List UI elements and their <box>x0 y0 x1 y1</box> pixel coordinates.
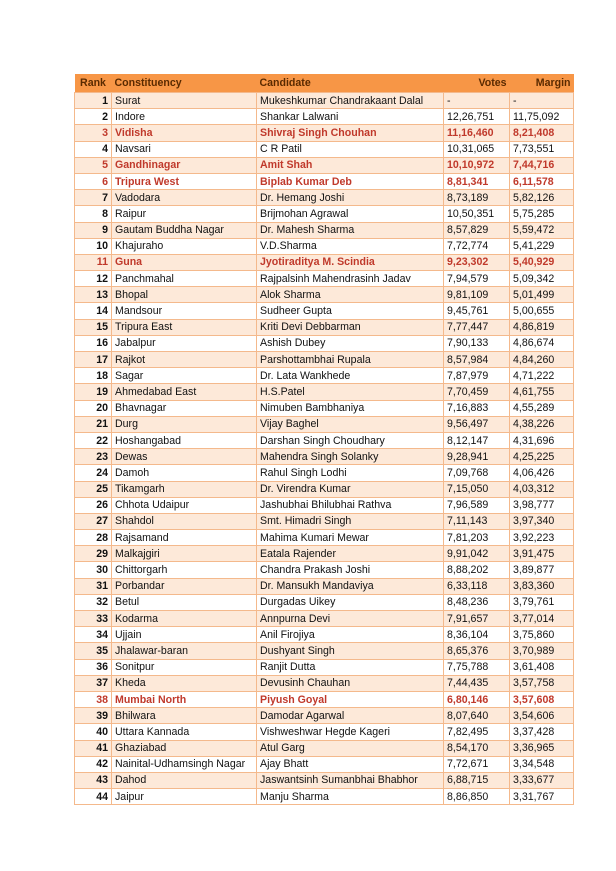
rank-cell: 19 <box>75 384 112 400</box>
margin-cell: 3,92,223 <box>510 530 574 546</box>
candidate-cell: Amit Shah <box>257 157 444 173</box>
constituency-cell: Chittorgarh <box>112 562 257 578</box>
table-row <box>75 789 574 805</box>
margin-cell: 3,98,777 <box>510 497 574 513</box>
margin-cell: 3,36,965 <box>510 740 574 756</box>
votes-cell: 10,31,065 <box>444 141 510 157</box>
constituency-cell: Jhalawar-baran <box>112 643 257 659</box>
table-row <box>75 578 574 594</box>
votes-cell: 8,36,104 <box>444 627 510 643</box>
table-header <box>75 74 574 93</box>
votes-cell: 8,57,829 <box>444 222 510 238</box>
rank-cell: 20 <box>75 400 112 416</box>
candidate-cell: Vijay Baghel <box>257 416 444 432</box>
margin-cell: 4,84,260 <box>510 352 574 368</box>
constituency-cell: Chhota Udaipur <box>112 497 257 513</box>
table-row <box>75 190 574 206</box>
candidate-cell: Parshottambhai Rupala <box>257 352 444 368</box>
header-margin: Margin <box>510 74 574 93</box>
constituency-cell: Vidisha <box>112 125 257 141</box>
constituency-cell: Gandhinagar <box>112 157 257 173</box>
rank-cell: 6 <box>75 173 112 189</box>
table-row <box>75 222 574 238</box>
header-rank: Rank <box>75 74 112 93</box>
margin-cell: 3,34,548 <box>510 756 574 772</box>
votes-cell: 7,96,589 <box>444 497 510 513</box>
votes-cell: 9,45,761 <box>444 303 510 319</box>
candidate-cell: Durgadas Uikey <box>257 594 444 610</box>
rank-cell: 27 <box>75 513 112 529</box>
constituency-cell: Sonitpur <box>112 659 257 675</box>
rank-cell: 37 <box>75 675 112 691</box>
constituency-cell: Mumbai North <box>112 691 257 707</box>
candidate-cell: Manju Sharma <box>257 789 444 805</box>
header-row <box>75 74 574 93</box>
rank-cell: 17 <box>75 352 112 368</box>
votes-cell: 8,48,236 <box>444 594 510 610</box>
constituency-cell: Kheda <box>112 675 257 691</box>
table-row <box>75 724 574 740</box>
table-row <box>75 287 574 303</box>
table-row <box>75 756 574 772</box>
votes-cell: 7,15,050 <box>444 481 510 497</box>
rank-cell: 42 <box>75 756 112 772</box>
constituency-cell: Rajkot <box>112 352 257 368</box>
constituency-cell: Hoshangabad <box>112 432 257 448</box>
margin-cell: 5,75,285 <box>510 206 574 222</box>
votes-cell: 7,91,657 <box>444 611 510 627</box>
votes-cell: 8,81,341 <box>444 173 510 189</box>
rank-cell: 10 <box>75 238 112 254</box>
votes-cell: 10,10,972 <box>444 157 510 173</box>
votes-cell: 7,75,788 <box>444 659 510 675</box>
constituency-cell: Damoh <box>112 465 257 481</box>
margin-cell: 3,91,475 <box>510 546 574 562</box>
votes-cell: 8,57,984 <box>444 352 510 368</box>
constituency-cell: Nainital-Udhamsingh Nagar <box>112 756 257 772</box>
constituency-cell: Panchmahal <box>112 271 257 287</box>
rank-cell: 12 <box>75 271 112 287</box>
table-row <box>75 238 574 254</box>
table-row <box>75 643 574 659</box>
rank-cell: 33 <box>75 611 112 627</box>
candidate-cell: Dr. Lata Wankhede <box>257 368 444 384</box>
table-row <box>75 708 574 724</box>
rank-cell: 24 <box>75 465 112 481</box>
margin-cell: 8,21,408 <box>510 125 574 141</box>
candidate-cell: Jashubhai Bhilubhai Rathva <box>257 497 444 513</box>
votes-cell: 10,50,351 <box>444 206 510 222</box>
constituency-cell: Tripura West <box>112 173 257 189</box>
margin-cell: - <box>510 93 574 109</box>
votes-cell: 7,44,435 <box>444 675 510 691</box>
votes-cell: 7,09,768 <box>444 465 510 481</box>
candidate-cell: H.S.Patel <box>257 384 444 400</box>
table-row <box>75 303 574 319</box>
margin-cell: 4,71,222 <box>510 368 574 384</box>
rank-cell: 34 <box>75 627 112 643</box>
votes-cell: 7,82,495 <box>444 724 510 740</box>
constituency-cell: Ghaziabad <box>112 740 257 756</box>
table-row <box>75 659 574 675</box>
rank-cell: 38 <box>75 691 112 707</box>
table-row <box>75 465 574 481</box>
candidate-cell: Mahendra Singh Solanky <box>257 449 444 465</box>
margin-cell: 5,59,472 <box>510 222 574 238</box>
constituency-cell: Jabalpur <box>112 335 257 351</box>
table-row <box>75 173 574 189</box>
constituency-cell: Dahod <box>112 772 257 788</box>
candidate-cell: Rajpalsinh Mahendrasinh Jadav <box>257 271 444 287</box>
rank-cell: 8 <box>75 206 112 222</box>
constituency-cell: Jaipur <box>112 789 257 805</box>
table-row <box>75 400 574 416</box>
table-row <box>75 513 574 529</box>
rank-cell: 9 <box>75 222 112 238</box>
constituency-cell: Khajuraho <box>112 238 257 254</box>
rank-cell: 25 <box>75 481 112 497</box>
votes-cell: 8,88,202 <box>444 562 510 578</box>
rank-cell: 26 <box>75 497 112 513</box>
margin-cell: 4,55,289 <box>510 400 574 416</box>
rank-cell: 14 <box>75 303 112 319</box>
table-row <box>75 562 574 578</box>
margin-cell: 3,77,014 <box>510 611 574 627</box>
table-row <box>75 740 574 756</box>
rank-cell: 18 <box>75 368 112 384</box>
votes-cell: 7,77,447 <box>444 319 510 335</box>
rank-cell: 31 <box>75 578 112 594</box>
candidate-cell: Kriti Devi Debbarman <box>257 319 444 335</box>
votes-cell: 6,33,118 <box>444 578 510 594</box>
rank-cell: 4 <box>75 141 112 157</box>
candidate-cell: Rahul Singh Lodhi <box>257 465 444 481</box>
votes-cell: 9,91,042 <box>444 546 510 562</box>
table-row <box>75 206 574 222</box>
table-row <box>75 319 574 335</box>
margin-cell: 4,86,819 <box>510 319 574 335</box>
votes-cell: 8,54,170 <box>444 740 510 756</box>
candidate-cell: C R Patil <box>257 141 444 157</box>
candidate-cell: Jyotiraditya M. Scindia <box>257 254 444 270</box>
candidate-cell: Eatala Rajender <box>257 546 444 562</box>
votes-cell: - <box>444 93 510 109</box>
table-row <box>75 125 574 141</box>
margin-cell: 3,37,428 <box>510 724 574 740</box>
margin-cell: 3,61,408 <box>510 659 574 675</box>
rank-cell: 30 <box>75 562 112 578</box>
constituency-cell: Uttara Kannada <box>112 724 257 740</box>
table-row <box>75 449 574 465</box>
margin-cell: 5,00,655 <box>510 303 574 319</box>
table-row <box>75 109 574 125</box>
table-row <box>75 675 574 691</box>
constituency-cell: Gautam Buddha Nagar <box>112 222 257 238</box>
votes-cell: 8,73,189 <box>444 190 510 206</box>
constituency-cell: Tikamgarh <box>112 481 257 497</box>
margin-cell: 5,41,229 <box>510 238 574 254</box>
candidate-cell: Smt. Himadri Singh <box>257 513 444 529</box>
votes-cell: 6,80,146 <box>444 691 510 707</box>
margin-cell: 4,31,696 <box>510 432 574 448</box>
votes-cell: 8,12,147 <box>444 432 510 448</box>
rank-cell: 35 <box>75 643 112 659</box>
candidate-cell: Dr. Mahesh Sharma <box>257 222 444 238</box>
votes-cell: 11,16,460 <box>444 125 510 141</box>
constituency-cell: Malkajgiri <box>112 546 257 562</box>
candidate-cell: Damodar Agarwal <box>257 708 444 724</box>
rank-cell: 44 <box>75 789 112 805</box>
header-candidate: Candidate <box>257 74 444 93</box>
rank-cell: 28 <box>75 530 112 546</box>
constituency-cell: Indore <box>112 109 257 125</box>
margin-cell: 3,57,608 <box>510 691 574 707</box>
candidate-cell: Atul Garg <box>257 740 444 756</box>
candidate-cell: Devusinh Chauhan <box>257 675 444 691</box>
rank-cell: 29 <box>75 546 112 562</box>
margin-cell: 3,83,360 <box>510 578 574 594</box>
rank-cell: 21 <box>75 416 112 432</box>
constituency-cell: Rajsamand <box>112 530 257 546</box>
votes-cell: 7,87,979 <box>444 368 510 384</box>
constituency-cell: Ujjain <box>112 627 257 643</box>
margin-cell: 3,31,767 <box>510 789 574 805</box>
votes-cell: 7,11,143 <box>444 513 510 529</box>
margin-cell: 3,75,860 <box>510 627 574 643</box>
constituency-cell: Ahmedabad East <box>112 384 257 400</box>
candidate-cell: Alok Sharma <box>257 287 444 303</box>
candidate-cell: Chandra Prakash Joshi <box>257 562 444 578</box>
candidate-cell: Dr. Virendra Kumar <box>257 481 444 497</box>
margin-cell: 5,09,342 <box>510 271 574 287</box>
margin-cell: 3,79,761 <box>510 594 574 610</box>
votes-cell: 7,16,883 <box>444 400 510 416</box>
candidate-cell: Nimuben Bambhaniya <box>257 400 444 416</box>
table-row <box>75 481 574 497</box>
margin-cell: 3,89,877 <box>510 562 574 578</box>
rank-cell: 11 <box>75 254 112 270</box>
margin-cell: 4,25,225 <box>510 449 574 465</box>
margin-cell: 6,11,578 <box>510 173 574 189</box>
table-row <box>75 611 574 627</box>
constituency-cell: Bhilwara <box>112 708 257 724</box>
table-row <box>75 416 574 432</box>
constituency-cell: Kodarma <box>112 611 257 627</box>
table-row <box>75 432 574 448</box>
votes-cell: 9,81,109 <box>444 287 510 303</box>
margin-cell: 7,44,716 <box>510 157 574 173</box>
candidate-cell: Sudheer Gupta <box>257 303 444 319</box>
constituency-cell: Durg <box>112 416 257 432</box>
table-row <box>75 368 574 384</box>
votes-cell: 8,86,850 <box>444 789 510 805</box>
constituency-cell: Sagar <box>112 368 257 384</box>
votes-cell: 7,72,774 <box>444 238 510 254</box>
constituency-cell: Vadodara <box>112 190 257 206</box>
rank-cell: 22 <box>75 432 112 448</box>
votes-cell: 9,23,302 <box>444 254 510 270</box>
votes-cell: 7,90,133 <box>444 335 510 351</box>
rank-cell: 40 <box>75 724 112 740</box>
rank-cell: 23 <box>75 449 112 465</box>
margin-cell: 7,73,551 <box>510 141 574 157</box>
candidate-cell: Jaswantsinh Sumanbhai Bhabhor <box>257 772 444 788</box>
candidate-cell: Vishweshwar Hegde Kageri <box>257 724 444 740</box>
rank-cell: 1 <box>75 93 112 109</box>
table-row <box>75 157 574 173</box>
candidate-cell: Anil Firojiya <box>257 627 444 643</box>
votes-cell: 7,94,579 <box>444 271 510 287</box>
constituency-cell: Tripura East <box>112 319 257 335</box>
rank-cell: 2 <box>75 109 112 125</box>
header-votes: Votes <box>444 74 510 93</box>
votes-cell: 9,28,941 <box>444 449 510 465</box>
rank-cell: 32 <box>75 594 112 610</box>
table-row <box>75 254 574 270</box>
table-row <box>75 772 574 788</box>
table-row <box>75 141 574 157</box>
candidate-cell: Darshan Singh Choudhary <box>257 432 444 448</box>
margin-cell: 4,38,226 <box>510 416 574 432</box>
candidate-cell: V.D.Sharma <box>257 238 444 254</box>
table-row <box>75 691 574 707</box>
margin-cell: 4,06,426 <box>510 465 574 481</box>
candidate-cell: Dr. Hemang Joshi <box>257 190 444 206</box>
candidate-cell: Annpurna Devi <box>257 611 444 627</box>
candidate-cell: Mahima Kumari Mewar <box>257 530 444 546</box>
candidate-cell: Shankar Lalwani <box>257 109 444 125</box>
margin-cell: 4,03,312 <box>510 481 574 497</box>
table-row <box>75 335 574 351</box>
header-constituency: Constituency <box>112 74 257 93</box>
margin-cell: 3,97,340 <box>510 513 574 529</box>
votes-cell: 12,26,751 <box>444 109 510 125</box>
rank-cell: 41 <box>75 740 112 756</box>
votes-cell: 6,88,715 <box>444 772 510 788</box>
constituency-cell: Betul <box>112 594 257 610</box>
margin-cell: 4,61,755 <box>510 384 574 400</box>
constituency-cell: Bhopal <box>112 287 257 303</box>
votes-cell: 7,70,459 <box>444 384 510 400</box>
candidate-cell: Piyush Goyal <box>257 691 444 707</box>
table-row <box>75 93 574 109</box>
margin-cell: 5,82,126 <box>510 190 574 206</box>
rank-cell: 13 <box>75 287 112 303</box>
constituency-cell: Mandsour <box>112 303 257 319</box>
table-row <box>75 594 574 610</box>
candidate-cell: Ashish Dubey <box>257 335 444 351</box>
table-row <box>75 384 574 400</box>
constituency-cell: Bhavnagar <box>112 400 257 416</box>
votes-cell: 8,65,376 <box>444 643 510 659</box>
rank-cell: 7 <box>75 190 112 206</box>
rank-cell: 36 <box>75 659 112 675</box>
margin-cell: 4,86,674 <box>510 335 574 351</box>
table-row <box>75 271 574 287</box>
rank-cell: 39 <box>75 708 112 724</box>
rank-cell: 5 <box>75 157 112 173</box>
margin-cell: 3,54,606 <box>510 708 574 724</box>
candidate-cell: Biplab Kumar Deb <box>257 173 444 189</box>
rank-cell: 43 <box>75 772 112 788</box>
constituency-cell: Porbandar <box>112 578 257 594</box>
winning-margin-table <box>74 74 574 805</box>
constituency-cell: Guna <box>112 254 257 270</box>
margin-cell: 11,75,092 <box>510 109 574 125</box>
constituency-cell: Shahdol <box>112 513 257 529</box>
margin-cell: 5,01,499 <box>510 287 574 303</box>
margin-cell: 3,33,677 <box>510 772 574 788</box>
candidate-cell: Mukeshkumar Chandrakaant Dalal <box>257 93 444 109</box>
constituency-cell: Raipur <box>112 206 257 222</box>
candidate-cell: Brijmohan Agrawal <box>257 206 444 222</box>
constituency-cell: Navsari <box>112 141 257 157</box>
table-row <box>75 546 574 562</box>
table-row <box>75 497 574 513</box>
margin-cell: 3,70,989 <box>510 643 574 659</box>
margin-cell: 5,40,929 <box>510 254 574 270</box>
rank-cell: 3 <box>75 125 112 141</box>
candidate-cell: Shivraj Singh Chouhan <box>257 125 444 141</box>
rank-cell: 15 <box>75 319 112 335</box>
table-row <box>75 530 574 546</box>
constituency-cell: Dewas <box>112 449 257 465</box>
table-row <box>75 352 574 368</box>
candidate-cell: Ajay Bhatt <box>257 756 444 772</box>
margin-cell: 3,57,758 <box>510 675 574 691</box>
votes-cell: 7,81,203 <box>444 530 510 546</box>
votes-cell: 7,72,671 <box>444 756 510 772</box>
results-sheet <box>74 74 573 805</box>
candidate-cell: Dr. Mansukh Mandaviya <box>257 578 444 594</box>
votes-cell: 8,07,640 <box>444 708 510 724</box>
table-row <box>75 627 574 643</box>
candidate-cell: Dushyant Singh <box>257 643 444 659</box>
rank-cell: 16 <box>75 335 112 351</box>
constituency-cell: Surat <box>112 93 257 109</box>
table-body <box>75 93 574 805</box>
votes-cell: 9,56,497 <box>444 416 510 432</box>
candidate-cell: Ranjit Dutta <box>257 659 444 675</box>
